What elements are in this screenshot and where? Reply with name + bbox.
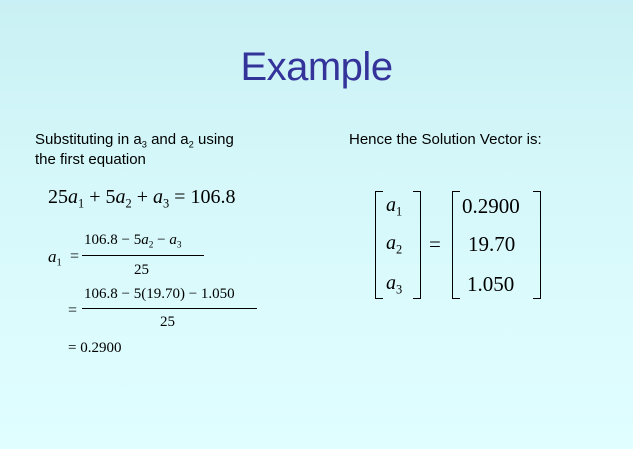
vector-unknown-a1 — [386, 194, 402, 217]
variable-subscript: 1 — [396, 204, 403, 219]
vector-equals-sign: = — [429, 232, 441, 256]
variable-subscript: 2 — [148, 240, 154, 251]
vector-unknown-a2 — [386, 232, 402, 255]
text-part: Substituting in a — [35, 131, 142, 148]
variable: a — [152, 186, 163, 208]
fraction-bar — [82, 308, 257, 309]
coefficient: 5 — [105, 186, 116, 208]
variable: a — [386, 194, 396, 216]
solution-vector-heading: Hence the Solution Vector is: — [349, 131, 542, 148]
fraction-numerator: 106.8 − 5(19.70) − 1.050 — [84, 286, 235, 302]
variable: a — [115, 186, 126, 208]
vector-value-0: 0.2900 — [462, 194, 520, 218]
variable-subscript: 2 — [125, 196, 132, 211]
substitution-text-line2: the first equation — [35, 151, 146, 168]
substitution-text-line1 — [35, 131, 234, 148]
variable-subscript: 3 — [396, 282, 403, 297]
equals-sign: = — [70, 248, 80, 265]
fraction-denominator: 25 — [134, 262, 149, 278]
operator: − — [153, 232, 170, 248]
left-bracket — [375, 191, 383, 299]
vector-unknown-a3 — [386, 272, 402, 295]
variable: a — [169, 232, 177, 248]
variable-subscript: 3 — [162, 196, 170, 211]
right-bracket — [533, 191, 541, 299]
variable-subscript: 1 — [56, 257, 62, 269]
right-bracket — [413, 191, 421, 299]
vector-value-1: 19.70 — [468, 232, 516, 256]
text-subscript: 2 — [188, 139, 194, 150]
expression-part: 106.8 − 5 — [84, 232, 142, 248]
left-bracket — [452, 191, 460, 299]
text-subscript: 3 — [141, 139, 147, 150]
fraction-denominator: 25 — [160, 314, 175, 330]
variable: a — [141, 232, 149, 248]
variable: a — [48, 247, 57, 266]
a1-lhs — [48, 247, 62, 267]
operator: = — [169, 186, 191, 208]
variable-subscript: 2 — [396, 242, 403, 257]
constant: 106.8 — [190, 186, 236, 208]
vector-value-2: 1.050 — [467, 272, 515, 296]
operator: + — [131, 186, 153, 208]
fraction-bar — [82, 255, 204, 256]
text-part: using — [193, 131, 234, 148]
result-value: = 0.2900 — [68, 340, 122, 356]
first-equation — [48, 186, 235, 209]
variable-subscript: 3 — [176, 240, 182, 251]
variable: a — [386, 232, 396, 254]
equals-sign: = — [68, 302, 78, 319]
slide-title: Example — [240, 45, 393, 89]
variable-subscript: 1 — [78, 196, 85, 211]
operator: + — [84, 186, 106, 208]
text-part: and a — [146, 131, 189, 148]
fraction-numerator — [84, 232, 182, 249]
variable: a — [68, 186, 78, 208]
coefficient: 25 — [48, 186, 68, 208]
variable: a — [386, 272, 396, 294]
